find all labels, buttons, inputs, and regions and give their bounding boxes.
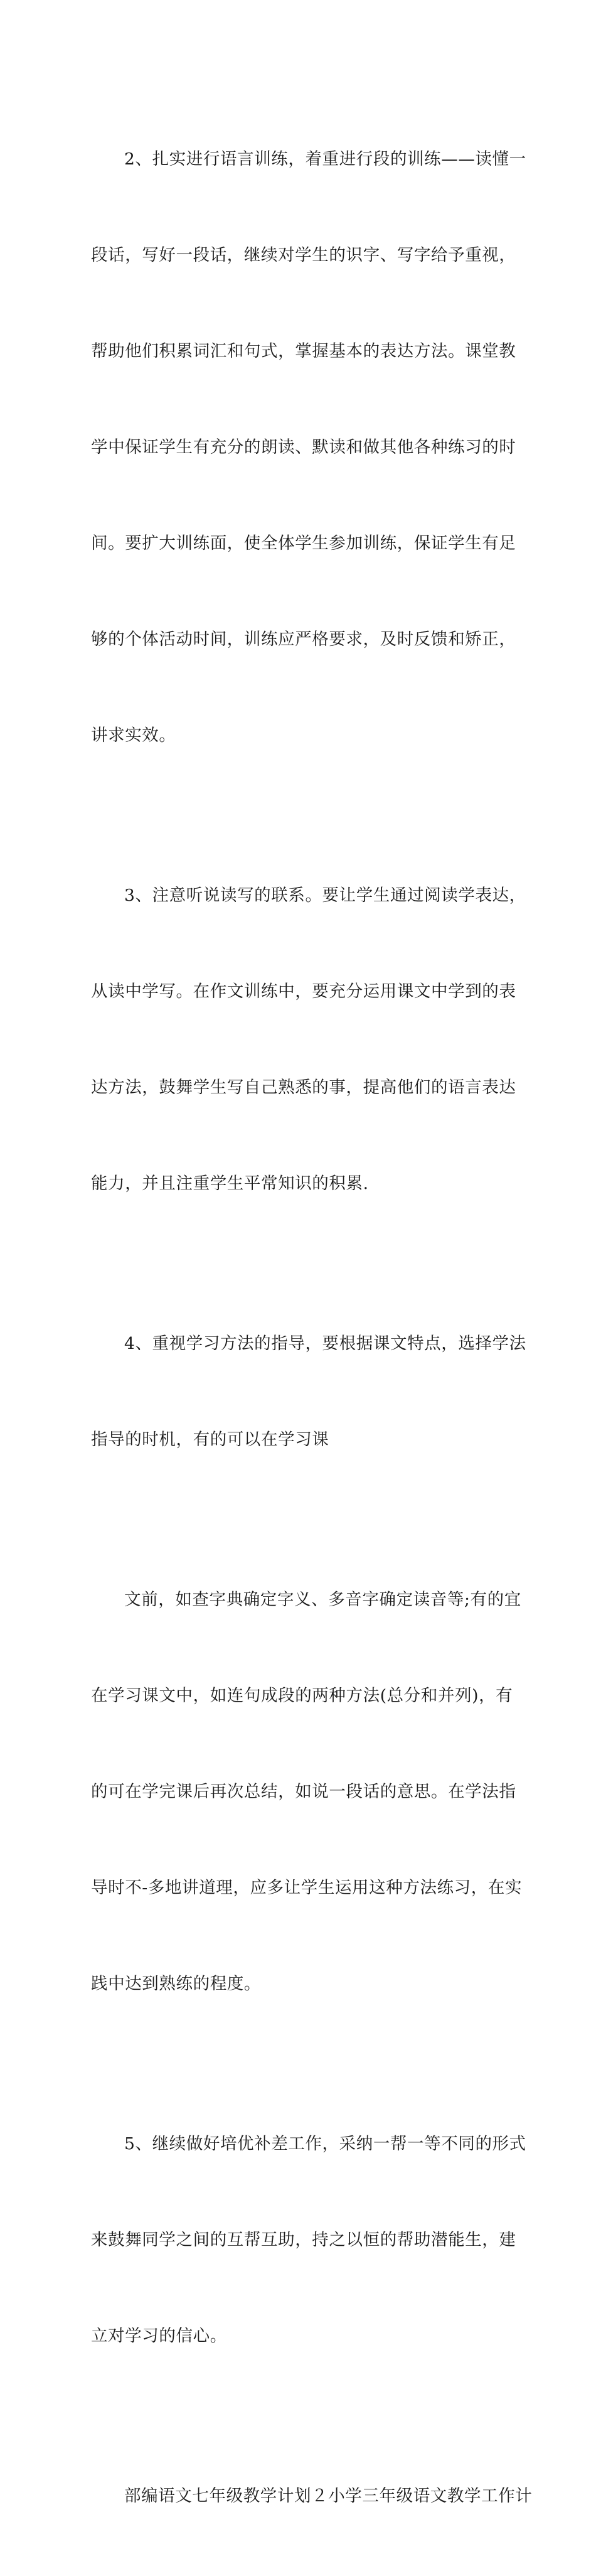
- text-line: 从读中学写。在作文训练中，要充分运用课文中学到的表: [91, 982, 516, 1001]
- text-line: 5、继续做好培优补差工作，采纳一帮一等不同的形式: [124, 2134, 526, 2154]
- text-line: 段话，写好一段话，继续对学生的识字、写字给予重视，: [91, 245, 516, 265]
- text-line: 的可在学完课后再次总结，如说一段话的意思。在学法指: [91, 1782, 516, 1801]
- text-line: 践中达到熟练的程度。: [91, 1974, 261, 1994]
- paragraph-2: [91, 79, 526, 815]
- text-line: 达方法，鼓舞学生写自己熟悉的事，提高他们的语言表达: [91, 1078, 516, 1097]
- text-line: 帮助他们积累词汇和句式，掌握基本的表达方法。课堂教: [91, 341, 516, 361]
- document-body: [91, 79, 533, 2576]
- paragraph-4-continued: [91, 1520, 523, 2064]
- text-line: 2、扎实进行语言训练，着重进行段的训练——读懂一: [124, 149, 526, 169]
- text-line: 讲求实效。: [91, 726, 176, 745]
- text-line: 在学习课文中，如连句成段的两种方法(总分和并列)，有: [91, 1686, 513, 1705]
- paragraph-5: [91, 2064, 526, 2416]
- paragraph-3: [91, 815, 526, 1264]
- text-line: 立对学习的信心。: [91, 2326, 227, 2346]
- text-line: 导时不-多地讲道理，应多让学生运用这种方法练习，在实: [91, 1878, 523, 1897]
- text-line: 能力，并且注重学生平常知识的积累.: [91, 1174, 369, 1193]
- text-line: 部编语文七年级教学计划２小学三年级语文教学工作计: [124, 2486, 533, 2506]
- text-line: 3、注意听说读写的联系。要让学生通过阅读学表达，: [124, 886, 526, 905]
- text-line: 够的个体活动时间，训练应严格要求，及时反馈和矫正，: [91, 630, 516, 649]
- text-line: 学中保证学生有充分的朗读、默读和做其他各种练习的时: [91, 437, 516, 457]
- paragraph-4: [91, 1264, 526, 1520]
- text-line: 4、重视学习方法的指导，要根据课文特点，选择学法: [124, 1334, 526, 1353]
- text-line: 来鼓舞同学之间的互帮互助，持之以恒的帮助潜能生，建: [91, 2230, 516, 2250]
- section-heading-line: [91, 2416, 533, 2576]
- text-line: 文前，如查字典确定字义、多音字确定读音等;有的宜: [124, 1590, 521, 1609]
- text-line: 指导的时机，有的可以在学习课: [91, 1430, 329, 1449]
- text-line: 间。要扩大训练面，使全体学生参加训练，保证学生有足: [91, 534, 516, 553]
